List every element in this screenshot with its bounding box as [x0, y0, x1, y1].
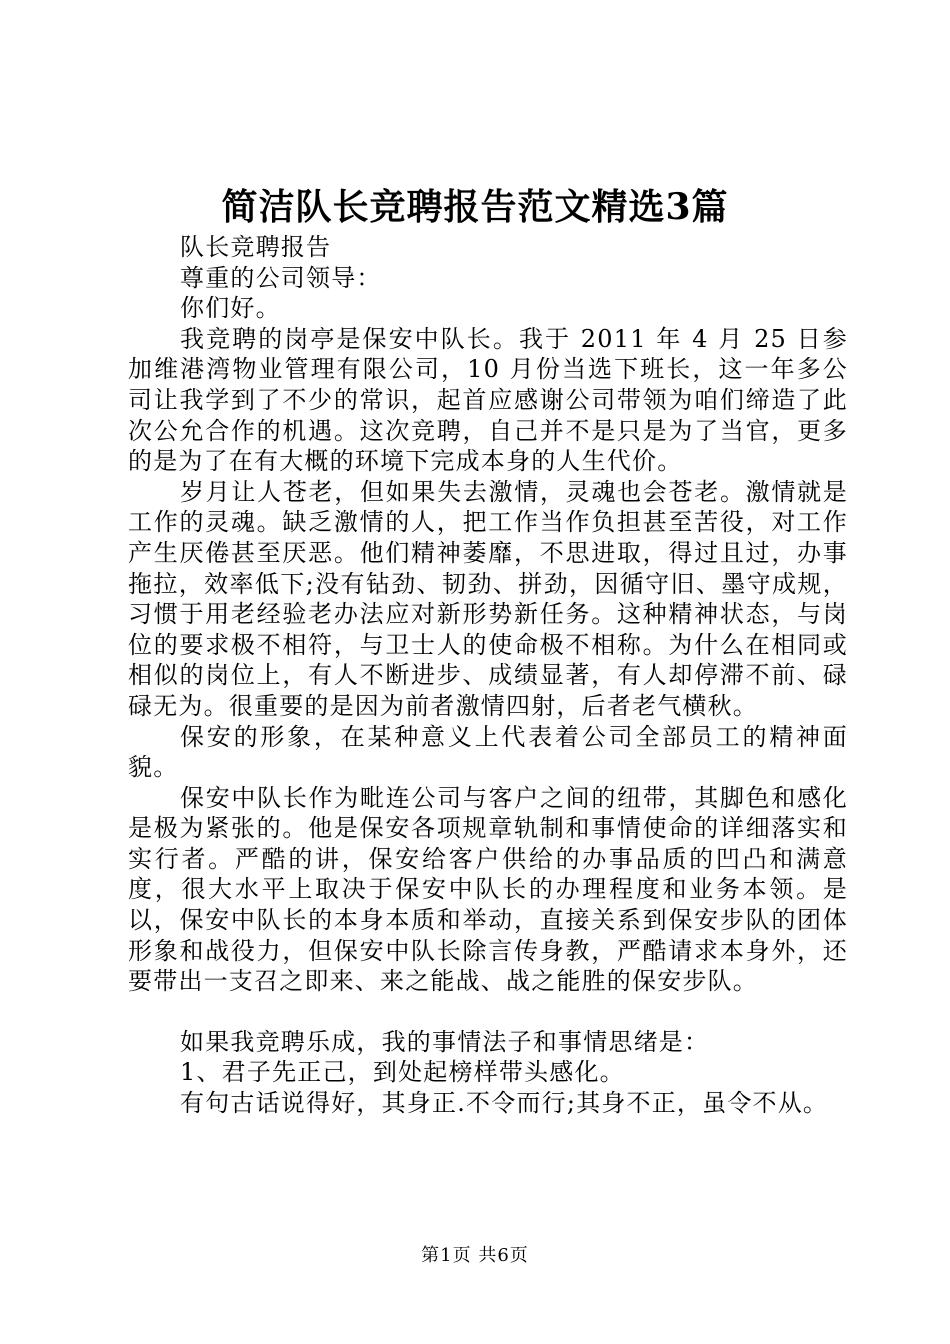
quote-line: 有句古话说得好，其身正.不令而行;其身不正，虽令不从。: [180, 1089, 829, 1118]
paragraph-1: 我竞聘的岗亭是保安中队长。我于 2011 年 4 月 25 日参加维港湾物业管理有限公司，10 月份当选下班长，这一年多公司让我学到了不少的常识，起首应感谢公司带领为咱们缔造了此次公允合作的机遇。这次竞聘，自己并不是只是为了当官，更多的是为了在有大概的环境下完成本身的人生代价。: [128, 324, 848, 476]
page-number-footer: 第1页 共6页: [421, 1245, 529, 1266]
paragraph-4: 保安中队长作为毗连公司与客户之间的纽带，其脚色和感化是极为紧张的。他是保安各项规章轨制和事情使命的详细落实和实行者。严酷的讲，保安给客户供给的办事品质的凹凸和满意度，很大水平上取决于保安中队长的办理程度和业务本领。是以，保安中队长的本身本质和举动，直接关系到保安步队的团体形象和战役力，但保安中队长除言传身教，严酷请求本身外，还要带出一支召之即来、来之能战、战之能胜的保安步队。: [128, 783, 848, 996]
salutation-line: 尊重的公司领导：: [180, 263, 382, 292]
document-body: [128, 232, 848, 1119]
list-item-1: 1、君子先正己，到处起榜样带头感化。: [180, 1058, 625, 1087]
methods-intro-line: 如果我竞聘乐成，我的事情法子和事情思绪是：: [180, 1027, 710, 1056]
document-title: 简洁队长竞聘报告范文精选3篇: [221, 186, 729, 228]
paragraph-2: 岁月让人苍老，但如果失去激情，灵魂也会苍老。激情就是工作的灵魂。缺乏激情的人，把工作当作负担甚至苦役，对工作产生厌倦甚至厌恶。他们精神萎靡，不思进取，得过且过，办事拖拉，效率低下;没有钻劲、韧劲、拼劲，因循守旧、墨守成规，习惯于用老经验老办法应对新形势新任务。这种精神状态，与岗位的要求极不相符，与卫士人的使命极不相称。为什么在相同或相似的岗位上，有人不断进步、成绩显著，有人却停滞不前、碌碌无为。很重要的是因为前者激情四射，后者老气横秋。: [128, 477, 848, 720]
paragraph-spacer: [128, 997, 848, 1027]
paragraph-3: 保安的形象，在某种意义上代表着公司全部员工的精神面貌。: [128, 722, 848, 782]
subtitle-line: 队长竞聘报告: [180, 233, 332, 261]
greeting-line: 你们好。: [180, 294, 281, 323]
